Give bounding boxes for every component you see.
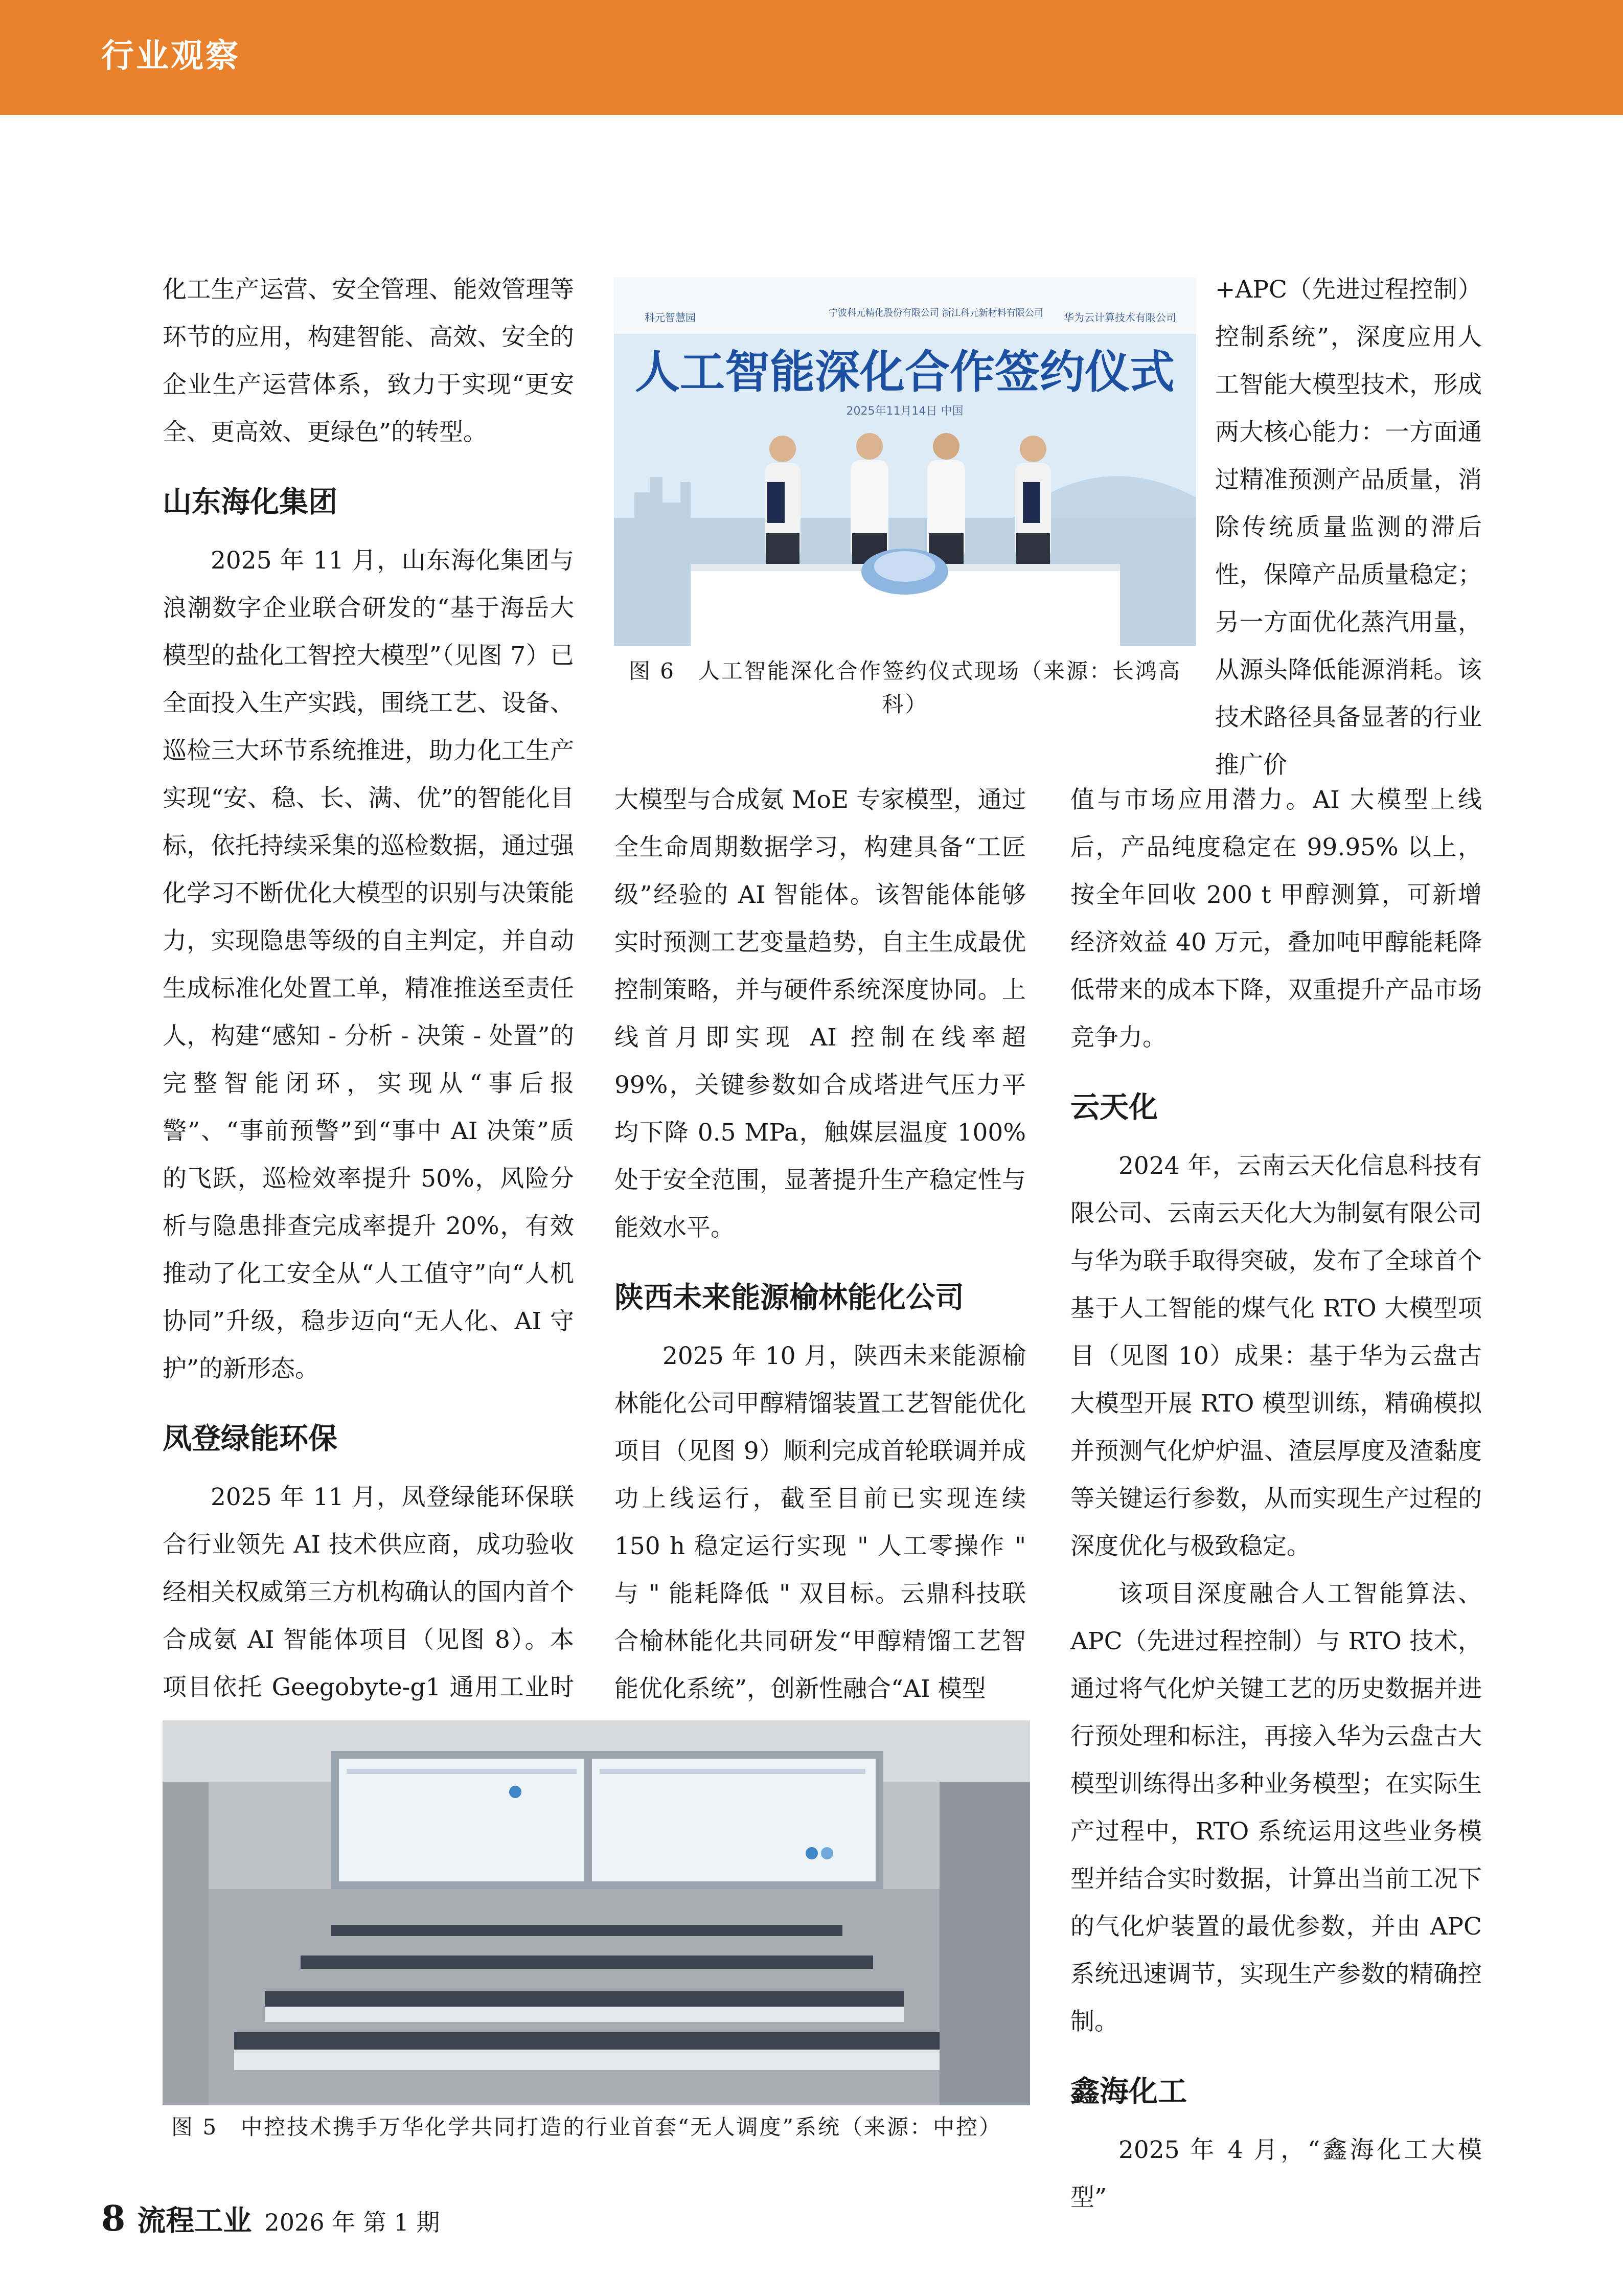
paragraph: 值与市场应用潜力。AI 大模型上线后，产品纯度稳定在 99.95% 以上，按全年回收 200 t 甲醇测算，可新增经济效益 40 万元，叠加吨甲醇能耗降低带来的成本下降，双重提升产品市场竞争力。 [1070,786,1482,1052]
column-1 [163,266,574,1759]
section-heading-xinhai: 鑫海化工 [1070,2075,1187,2108]
logo-text: 科元智慧园 [645,311,696,324]
paragraph: 化工生产运营、安全管理、能效管理等环节的应用，构建智能、高效、安全的企业生产运营体系，致力于实现“更安全、更高效、更绿色”的转型。 [163,276,574,446]
section-heading-shandong: 山东海化集团 [163,485,337,519]
magazine-name: 流程工业 [137,2204,252,2238]
column-2 [614,776,1026,1713]
column-3 [1070,776,1482,2221]
page-number: 8 [101,2198,126,2239]
page-footer [101,2198,440,2239]
section-label: 行业观察 [101,37,240,75]
banner-date: 2025年11月14日 中国 [846,405,964,418]
logo-text: 华为云计算技术有限公司 [1064,311,1176,324]
paragraph: 2025 年 11 月，凤登绿能环保联合行业领先 AI 技术供应商，成功验收经相关权威第三方机构确认的国内首个合成氨 AI 智能体项目（见图 8）。本项目依托 Geegobyte-g1 通用工业时 [163,1483,574,1701]
figure-6-caption: 图 6 人工智能深化合作签约仪式现场（来源：长鸿高科） [628,658,1182,717]
section-heading-fengdeng: 凤登绿能环保 [163,1422,337,1456]
figure-5-photo [163,1720,1030,2105]
control-room-image [163,1720,1030,2105]
logo-text: 宁波科元精化股份有限公司 浙江科元新材料有限公司 [829,308,1043,319]
paragraph: 2024 年，云南云天化信息科技有限公司、云南云天化大为制氨有限公司与华为联手取得突破，发布了全球首个基于人工智能的煤气化 RTO 大模型项目（见图 10）成果：基于华为云盘古大模型开展 RTO 模型训练，精确模拟并预测气化炉炉温、渣层厚度及渣黏度等关键运行参数，从而实现生产过程的深度优化与极致稳定。 [1070,1152,1482,1560]
header-bar [0,0,1623,115]
section-heading-yuntian: 云天化 [1070,1090,1158,1124]
paragraph: 2025 年 4 月，“鑫海化工大模型” [1070,2136,1482,2212]
column-3-upper [1215,266,1482,789]
figure-5-caption: 图 5 中控技术携手万华化学共同打造的行业首套“无人调度”系统（来源：中控） [171,2115,1002,2140]
issue-label: 2026 年 第 1 期 [264,2209,440,2236]
paragraph: 2025 年 10 月，陕西未来能源榆林能化公司甲醇精馏装置工艺智能优化项目（见图 9）顺利完成首轮联调并成功上线运行，截至目前已实现连续 150 h 稳定运行实现 " 人工零操作 " 与 " 能耗降低 " 双目标。云鼎科技联合榆林能化共同研发“甲醇精馏工艺智能优化系统”，创新性融合“AI 模型 [614,1342,1026,1703]
section-heading-shaanxi: 陕西未来能源榆林能化公司 [614,1281,964,1314]
paragraph: 该项目深度融合人工智能算法、APC（先进过程控制）与 RTO 技术，通过将气化炉关键工艺的历史数据并进行预处理和标注，再接入华为云盘古大模型训练得出多种业务模型；在实际生产过程中，RTO 系统运用这些业务模型并结合实时数据，计算出当前工况下的气化炉装置的最优参数，并由 APC 系统迅速调节，实现生产参数的精确控制。 [1070,1580,1482,2036]
banner-title: 人工智能深化合作签约仪式 [634,346,1175,398]
figure-6-photo [614,278,1196,646]
paragraph: 2025 年 11 月，山东海化集团与浪潮数字企业联合研发的“基于海岳大模型的盐化工智控大模型”（见图 7）已全面投入生产实践，围绕工艺、设备、巡检三大环节系统推进，助力化工生产实现“安、稳、长、满、优”的智能化目标，依托持续采集的巡检数据，通过强化学习不断优化大模型的识别与决策能力，实现隐患等级的自主判定，并自动生成标准化处置工单，精准推送至责任人，构建“感知 - 分析 - 决策 - 处置”的完整智能闭环，实现从“事后报警”、“事前预警”到“事中 AI 决策”质的飞跃，巡检效率提升 50%，风险分析与隐患排查完成率提升 20%，有效推动了化工安全从“人工值守”向“人机协同”升级，稳步迈向“无人化、AI 守护”的新形态。 [163,547,574,1383]
paragraph: +APC（先进过程控制）控制系统”，深度应用人工智能大模型技术，形成两大核心能力：一方面通过精准预测产品质量，消除传统质量监测的滞后性，保障产品质量稳定；另一方面优化蒸汽用量，从源头降低能源消耗。该技术路径具备显著的行业推广价 [1215,276,1482,779]
signing-ceremony-image [614,278,1196,646]
paragraph: 大模型与合成氨 MoE 专家模型，通过全生命周期数据学习，构建具备“工匠级”经验的 AI 智能体。该智能体能够实时预测工艺变量趋势，自主生成最优控制策略，并与硬件系统深度协同。上线首月即实现 AI 控制在线率超 99%，关键参数如合成塔进气压力平均下降 0.5 MPa，触媒层温度 100% 处于安全范围，显著提升生产稳定性与能效水平。 [614,786,1026,1242]
